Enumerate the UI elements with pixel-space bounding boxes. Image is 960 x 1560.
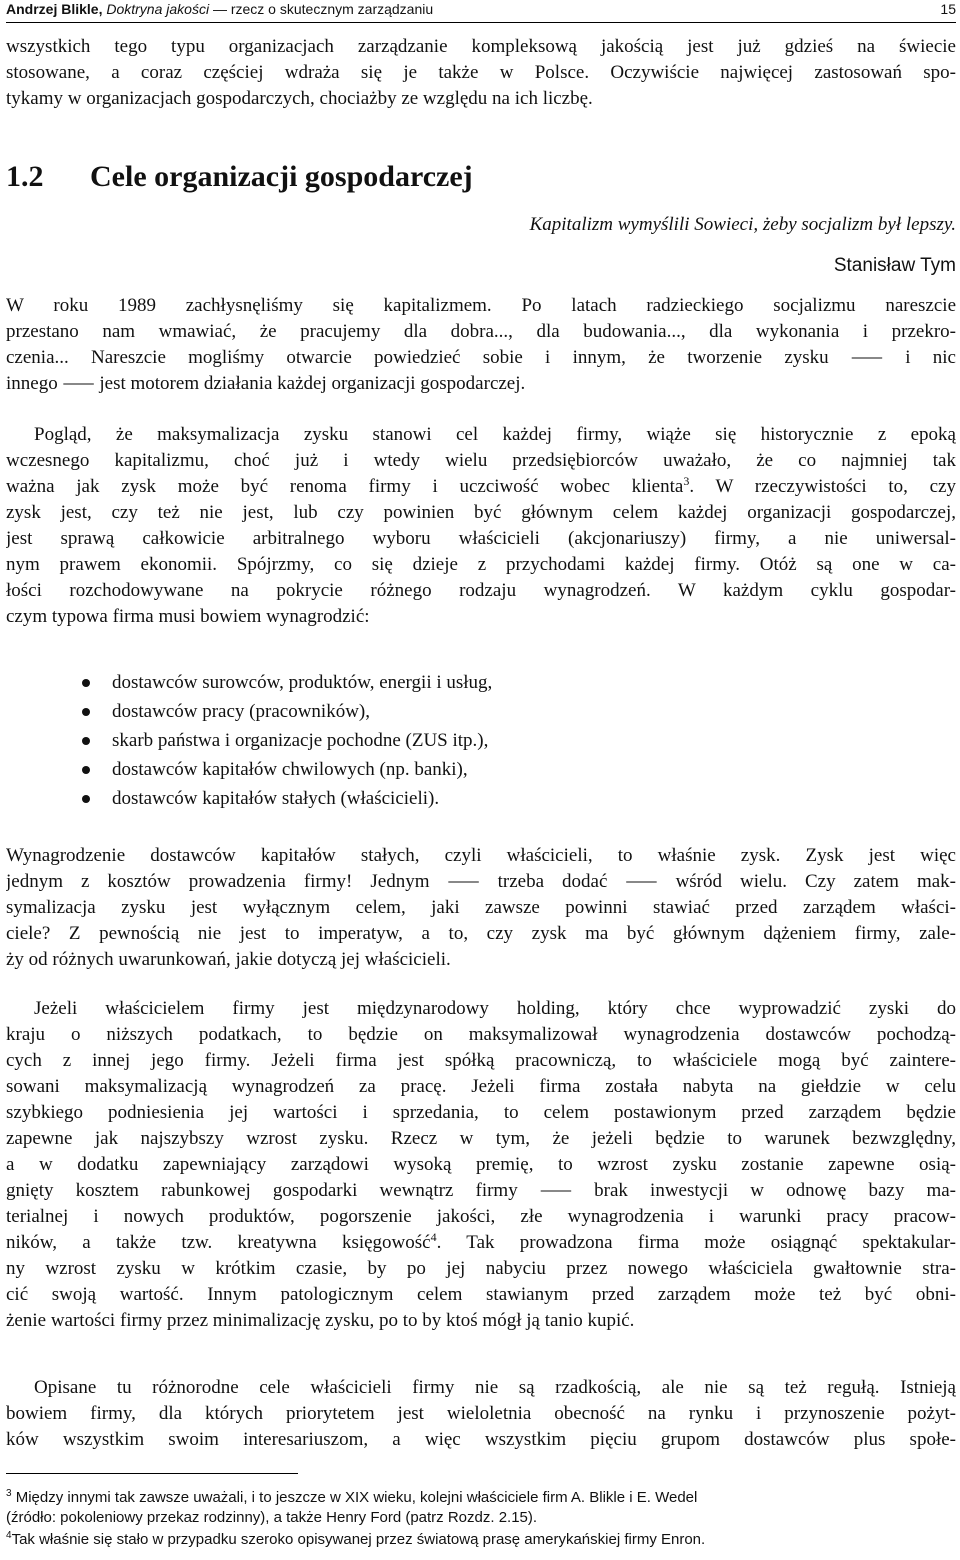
section-number: 1.2 [6, 160, 44, 193]
list-item [6, 668, 956, 697]
text-line: terialnej i nowych produktów, pogorszenie jakości, złe wynagrodzenia i warunki pracy pracow- [6, 1206, 956, 1227]
text-line: nym prawem ekonomii. Spójrzmy, co się dzieje z przychodami każdej firmy. Otóż są one w ca- [6, 554, 956, 575]
text-line: zapewne jak najszybszy wzrost zysku. Rzecz w tym, że jeżeli będzie to warunek bezwzględny, [6, 1128, 956, 1149]
text-line: ny wzrost zysku w krótkim czasie, by po jej nabyciu przez nowego właściciela gwałtownie stra- [6, 1258, 956, 1279]
text-line: czenia... Nareszcie mogliśmy otwarcie powiedzieć sobie i innym, że tworzenie zysku ⸺ i nic [6, 347, 956, 368]
footnote-ref-4[interactable]: 4 [430, 1230, 437, 1244]
text-line: ciele? Z pewnością nie jest to imperatyw, a to, czy zysk ma być głównym dążeniem firmy, zale- [6, 923, 956, 944]
footnote-ref-3[interactable]: 3 [683, 474, 690, 488]
motto-quote: Kapitalizm wymyślili Sowieci, żeby socjalizm był lepszy. [529, 214, 956, 235]
text-line: Pogląd, że maksymalizacja zysku stanowi cel każdej firmy, wiąże się historycznie z epoką [34, 424, 956, 445]
text-line: W roku 1989 zachłysnęliśmy się kapitalizmem. Po latach radzieckiego socjalizmu nareszcie [6, 295, 956, 316]
text-line: Opisane tu różnorodne cele właścicieli firmy nie są rzadkością, ale nie są też regułą. Istnieją [34, 1377, 956, 1398]
text-line: tykamy w organizacjach gospodarczych, chociażby ze względu na ich liczbę. [6, 88, 593, 109]
list-item-text: dostawców kapitałów stałych (właścicieli). [112, 788, 440, 809]
text-fragment: . Tak prowadzona firma może osiągnąć spektakular- [436, 1232, 956, 1253]
text-line: bowiem firmy, dla których priorytetem jest wieloletnia obecność na rynku i przynoszenie pożyt- [6, 1403, 956, 1424]
text-fragment: . W rzeczywistości to, czy [689, 476, 956, 497]
list-item [6, 697, 956, 726]
text-line: łości rozchodowywane na pokrycie różnego rodzaju wynagrodzeń. W każdym cyklu gospodar- [6, 580, 956, 601]
text-line: wszystkich tego typu organizacjach zarządzanie kompleksową jakością jest już gdzieś na świecie [6, 36, 956, 57]
footnote-line [6, 1488, 956, 1508]
bullet-icon [82, 795, 90, 803]
list-item [6, 726, 956, 755]
text-line: ków wszystkim swoim interesariuszom, a więc wszystkim pięciu grupom dostawców plus społe- [6, 1429, 956, 1450]
bullet-icon [82, 708, 90, 716]
footnote-text: Tak właśnie się stało w przypadku szeroko opisywanej przez światową prasę amerykańskiej firmy Enron. [11, 1531, 706, 1548]
footnote-3 [6, 1488, 956, 1528]
header-left [6, 1, 433, 17]
text-line: sowani maksymalizacją wynagrodzeń za pracę. Jeżeli firma została nabyta na giełdzie w celu [6, 1076, 956, 1097]
text-line: zysk jest, czy też nie jest, lub czy powinien być głównym celem każdej organizacji gospodarczej, [6, 502, 956, 523]
section-heading [6, 160, 473, 194]
list-item-text: dostawców pracy (pracowników), [112, 701, 370, 722]
text-line: cych z innej jego firmy. Jeżeli firma jest spółką pracowniczą, to właściciele mogą być zaintere- [6, 1050, 956, 1071]
text-line: Wynagrodzenie dostawców kapitałów stałych, czyli właścicieli, to właśnie zysk. Zysk jest więc [6, 845, 956, 866]
footnote-4 [6, 1530, 956, 1550]
footnote-line: (źródło: pokoleniowy przekaz rodzinny), a także Henry Ford (patrz Rozdz. 2.15). [6, 1509, 538, 1526]
bullet-icon [82, 737, 90, 745]
text-line: symalizacja zysku jest wyłącznym celem, jaki zawsze powinni stawiać przed zarządem właści- [6, 897, 956, 918]
footnote-line [6, 1530, 956, 1550]
bullet-icon [82, 766, 90, 774]
list-item-text: dostawców kapitałów chwilowych (np. banki), [112, 759, 468, 780]
text-line: szybkiego podniesienia jej wartości i sprzedania, to celem postawionym przed zarządem będzie [6, 1102, 956, 1123]
text-line: wczesnego kapitalizmu, choć już i wtedy wielu przedsiębiorców uważało, że co najmniej tak [6, 450, 956, 471]
list-item [6, 784, 956, 813]
footnote-separator [6, 1473, 298, 1474]
bullet-list [6, 668, 956, 813]
paragraph-2 [6, 422, 956, 630]
header-author: Andrzej Blikle, [6, 1, 103, 17]
paragraph-1 [6, 293, 956, 397]
paragraph-4 [6, 996, 956, 1334]
text-line: jednym z kosztów prowadzenia firmy! Jednym ⸺ trzeba dodać ⸺ wśród wielu. Czy zatem mak- [6, 871, 956, 892]
paragraph-3 [6, 843, 956, 973]
document-page [6, 0, 956, 1560]
text-line: stosowane, a coraz częściej wdraża się je także w Polsce. Oczywiście najwięcej zastosowań spo- [6, 62, 956, 83]
text-line: innego ⸺ jest motorem działania każdej organizacji gospodarczej. [6, 373, 526, 394]
footnote-number: 4 [6, 1530, 12, 1541]
list-item-text: dostawców surowców, produktów, energii i usług, [112, 672, 493, 693]
list-item-text: skarb państwa i organizacje pochodne (ZUS itp.), [112, 730, 489, 751]
header-book-title: Doktryna jakości [106, 1, 210, 17]
text-fragment: ników, a także tzw. kreatywna księgowość [6, 1232, 431, 1253]
text-line: jest sprawą całkowicie arbitralnego wyboru właścicieli (akcjonariuszy) firmy, a nie uniwersal- [6, 528, 956, 549]
text-line: ży od różnych uwarunkowań, jakie dotyczą jej właścicieli. [6, 949, 451, 970]
text-line: żenie wartości firmy przez minimalizację zysku, po to by ktoś mógł ją tanio kupić. [6, 1310, 635, 1331]
bullet-icon [82, 679, 90, 687]
text-line-with-footnote [6, 474, 956, 500]
running-header [6, 0, 956, 23]
text-line: Jeżeli właścicielem firmy jest międzynarodowy holding, który chce wyprowadzić zyski do [34, 998, 956, 1019]
footnote-number: 3 [6, 1488, 12, 1499]
text-line: gnięty kosztem rabunkowej gospodarki wewnątrz firmy ⸺ brak inwestycji w odnowę bazy ma- [6, 1180, 956, 1201]
text-line: kraju o niższych podatkach, to będzie on maksymalizował wynagrodzenia dostawców pochodzą- [6, 1024, 956, 1045]
list-item [6, 755, 956, 784]
text-line: przestano nam wmawiać, że pracujemy dla dobra..., dla budowania..., dla wykonania i przekro- [6, 321, 956, 342]
page-number: 15 [940, 1, 956, 17]
text-line: a w dodatku zapewniający zarządowi wysoką premię, to wzrost zysku zostanie zapewne osią- [6, 1154, 956, 1175]
text-line-with-footnote [6, 1230, 956, 1256]
paragraph-5 [6, 1375, 956, 1453]
section-title: Cele organizacji gospodarczej [90, 160, 473, 193]
motto-author: Stanisław Tym [833, 255, 956, 276]
header-subtitle: — rzecz o skutecznym zarządzaniu [209, 1, 434, 17]
text-line: cić swoją wartość. Innym patologicznym celem stawianym przed zarządem może też być obni- [6, 1284, 956, 1305]
text-line: czym typowa firma musi bowiem wynagrodzić: [6, 606, 370, 627]
footnote-text: Między innymi tak zawsze uważali, i to jeszcze w XIX wieku, kolejni właściciele firm A. Blikle i E. Wedel [15, 1489, 698, 1506]
text-fragment: ważna jak zysk może być renoma firmy i uczciwość wobec klienta [6, 476, 684, 497]
intro-paragraph [6, 34, 956, 112]
